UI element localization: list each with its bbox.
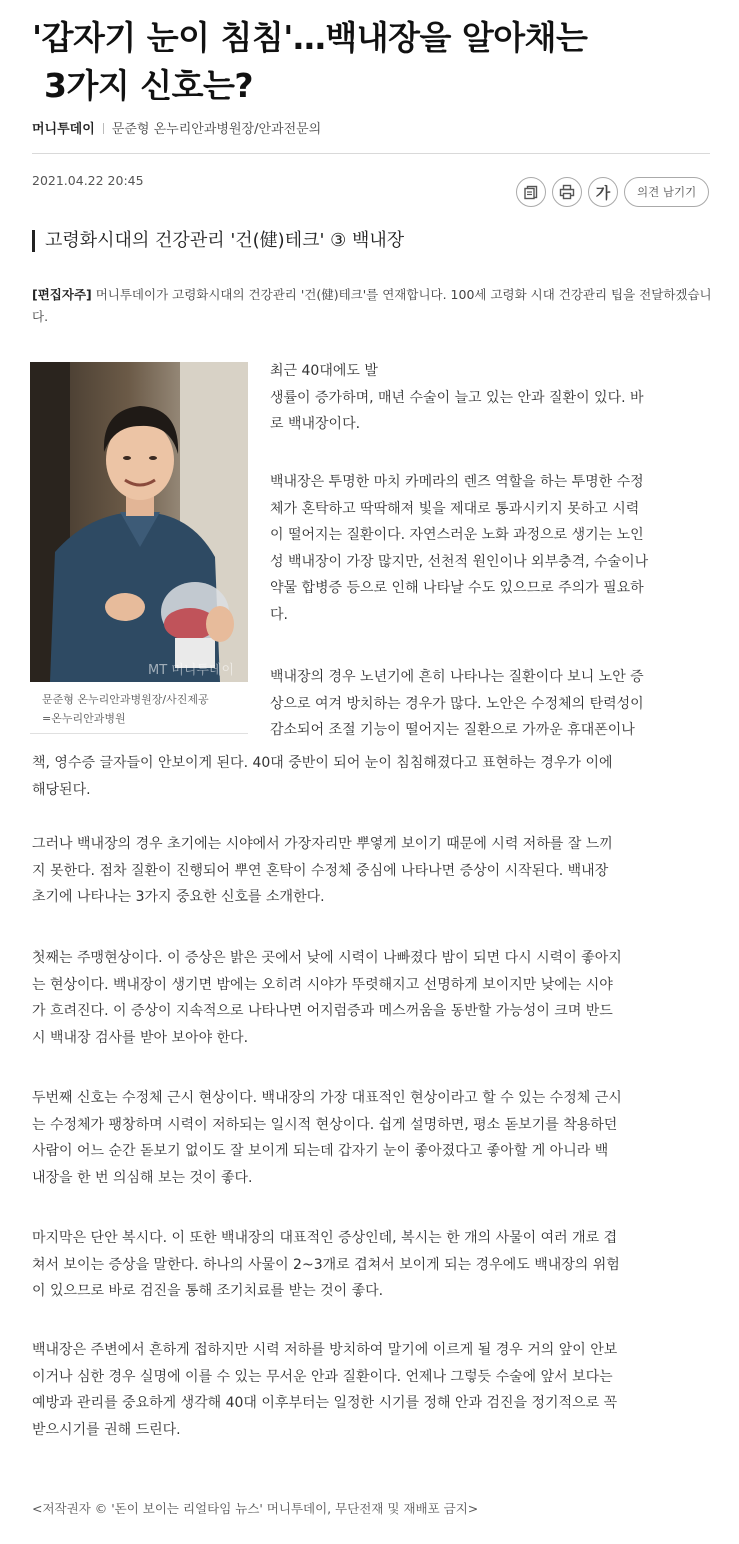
paragraph-line: 이거나 심한 경우 실명에 이를 수 있는 무서운 안과 질환이다. 언제나 그렇듯 수술에 앞서 보다는 xyxy=(32,1368,613,1385)
headline-line-2: 3가지 신호는? xyxy=(44,66,253,105)
paragraph-line: 첫째는 주맹현상이다. 이 증상은 밝은 곳에서 낮에 시력이 나빠졌다 밤이 되면 다시 시력이 좋아지 xyxy=(32,950,622,966)
paragraph-line: 감소되어 조절 기능이 떨어지는 질환으로 가까운 휴대폰이나 xyxy=(270,722,635,738)
paragraph-line: 가 흐려진다. 이 증상이 지속적으로 나타나면 어지럼증과 메스꺼움을 동반할 가능성이 크며 반드 xyxy=(32,1003,613,1019)
paragraph-line: 최근 40대에도 발 xyxy=(270,363,378,379)
paragraph-line: 두번째 신호는 수정체 근시 현상이다. 백내장의 가장 대표적인 현상이라고 할 수 있는 수정체 근시 xyxy=(32,1090,622,1106)
author: 문준형 온누리안과병원장/안과전문의 xyxy=(111,122,322,137)
comment-button[interactable]: 의견 남기기 xyxy=(624,177,709,207)
photo-caption-line-2: =온누리안과병원 xyxy=(42,712,126,725)
caption-divider xyxy=(30,733,248,734)
paragraph-line: 받으시기를 권해 드린다. xyxy=(32,1421,181,1438)
paragraph-line: 그러나 백내장의 경우 초기에는 시야에서 가장자리만 뿌옇게 보이기 때문에 시력 저하를 잘 느끼 xyxy=(32,836,613,852)
editor-note xyxy=(32,284,712,328)
paragraph-line: 는 수정체가 팽창하며 시력이 저하되는 일시적 현상이다. 쉽게 설명하면, 평소 돋보기를 착용하던 xyxy=(32,1116,618,1133)
article-headline xyxy=(32,14,712,110)
paragraph-line: 성 백내장이 가장 많지만, 선천적 원인이나 외부충격, 수술이나 xyxy=(270,553,649,570)
paragraph-8 xyxy=(32,1337,710,1443)
article-photo[interactable] xyxy=(30,362,248,682)
paragraph-line: 해당된다. xyxy=(32,781,91,798)
copy-icon xyxy=(523,184,539,200)
paragraph-7 xyxy=(32,1225,710,1305)
photo-watermark: MT 머니투데이 xyxy=(148,663,235,678)
editor-note-text: 머니투데이가 고령화시대의 건강관리 '건(健)테크'를 연재합니다. 100세 고령화 시대 건강관리 팁을 전달하겠습니다. xyxy=(32,287,712,324)
copy-button[interactable] xyxy=(516,177,546,207)
paragraph-3-part-1 xyxy=(270,664,710,744)
paragraph-2 xyxy=(270,469,710,628)
paragraph-5 xyxy=(32,945,710,1051)
paragraph-line: 지 못한다. 점차 질환이 진행되어 뿌연 혼탁이 수정체 중심에 나타나면 증상이 시작된다. 백내장 xyxy=(32,862,609,879)
paragraph-line: 약물 합병증 등으로 인해 나타날 수도 있으므로 주의가 필요하 xyxy=(270,580,644,596)
print-icon xyxy=(559,184,575,200)
print-button[interactable] xyxy=(552,177,582,207)
paragraph-6 xyxy=(32,1085,710,1191)
paragraph-line: 상으로 여겨 방치하는 경우가 많다. 노안은 수정체의 탄력성이 xyxy=(270,695,644,712)
paragraph-line: 백내장의 경우 노년기에 흔히 나타나는 질환이다 보니 노안 증 xyxy=(270,669,644,685)
paragraph-3-part-2 xyxy=(32,750,710,803)
header-divider xyxy=(32,153,710,154)
paragraph-line: 초기에 나타나는 3가지 중요한 신호를 소개한다. xyxy=(32,889,325,905)
paragraph-line: 는 현상이다. 백내장이 생기면 밤에는 오히려 시야가 뚜렷해지고 선명하게 보이지만 낮에는 시야 xyxy=(32,976,613,993)
byline xyxy=(32,118,321,137)
paragraph-line: 사람이 어느 순간 돋보기 없이도 잘 보이게 되는데 갑자기 눈이 좋아졌다고 좋아할 게 아니라 백 xyxy=(32,1143,609,1159)
font-size-button[interactable]: 가 xyxy=(588,177,618,207)
paragraph-line: 쳐서 보이는 증상을 말한다. 하나의 사물이 2~3개로 겹쳐서 보이게 되는 경우에도 백내장의 위험 xyxy=(32,1256,620,1273)
paragraph-line: 백내장은 투명한 마치 카메라의 렌즈 역할을 하는 투명한 수정 xyxy=(270,474,644,490)
paragraph-line: 이 떨어지는 질환이다. 자연스러운 노화 과정으로 생기는 노인 xyxy=(270,527,644,543)
paragraph-line: 예방과 관리를 중요하게 생각해 40대 이후부터는 일정한 시기를 정해 안과 검진을 정기적으로 꼭 xyxy=(32,1395,618,1411)
article-toolbar xyxy=(516,175,709,209)
publish-date: 2021.04.22 20:45 xyxy=(32,173,144,188)
copyright-notice: <저작권자 © '돈이 보이는 리얼타임 뉴스' 머니투데이, 무단전재 및 재배포 금지> xyxy=(32,1501,479,1516)
headline-line-1: '갑자기 눈이 침침'…백내장을 알아채는 xyxy=(32,18,588,57)
paragraph-line: 이 있으므로 바로 검진을 통해 조기치료를 받는 것이 좋다. xyxy=(32,1283,384,1299)
paragraph-line: 체가 혼탁하고 딱딱해져 빛을 제대로 통과시키지 못하고 시력 xyxy=(270,500,640,517)
paragraph-line: 책, 영수증 글자들이 안보이게 된다. 40대 중반이 되어 눈이 침침해졌다고 표현하는 경우가 이에 xyxy=(32,755,613,771)
paragraph-line: 시 백내장 검사를 받아 보아야 한다. xyxy=(32,1029,249,1046)
series-title: 고령화시대의 건강관리 '건(健)테크' ③ 백내장 xyxy=(32,230,404,252)
paragraph-line: 내장을 한 번 의심해 보는 것이 좋다. xyxy=(32,1169,253,1186)
paragraph-1 xyxy=(270,358,710,438)
paragraph-line: 다. xyxy=(270,606,288,623)
photo-caption xyxy=(42,690,252,728)
paragraph-4 xyxy=(32,831,710,911)
paragraph-line: 로 백내장이다. xyxy=(270,416,361,432)
press-name[interactable]: 머니투데이 xyxy=(32,122,95,137)
paragraph-line: 생률이 증가하며, 매년 수술이 늘고 있는 안과 질환이 있다. 바 xyxy=(270,389,644,406)
byline-divider xyxy=(103,123,104,134)
doctor-photo-illustration xyxy=(30,362,248,682)
photo-caption-line-1: 문준형 온누리안과병원장/사진제공 xyxy=(42,693,209,706)
editor-note-tag: [편집자주] xyxy=(32,287,92,302)
paragraph-line: 백내장은 주변에서 흔하게 접하지만 시력 저하를 방치하여 말기에 이르게 될 경우 거의 앞이 안보 xyxy=(32,1342,618,1358)
paragraph-line: 마지막은 단안 복시다. 이 또한 백내장의 대표적인 증상인데, 복시는 한 개의 사물이 여러 개로 겹 xyxy=(32,1230,618,1246)
